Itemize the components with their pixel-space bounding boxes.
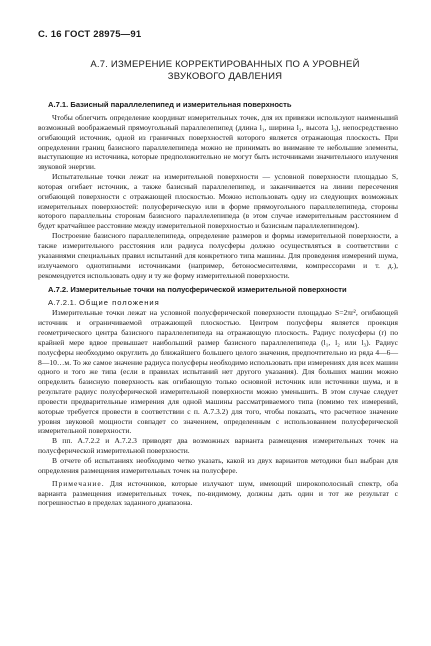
section-title <box>60 59 390 83</box>
heading-a71: А.7.1. Базисный параллелепипед и измерительная поверхность <box>48 100 292 109</box>
paragraph-a72-3: В отчете об испытаниях необходимо четко указать, какой из двух вариантов методики был выбран для определения размещения измерительных точек на полусфере. <box>38 456 398 475</box>
page-header: С. 16 ГОСТ 28975—91 <box>38 29 142 40</box>
heading-a72: А.7.2. Измерительные точки на полусферической измерительной поверхности <box>48 285 347 295</box>
section-title-line2: ЗВУКОВОГО ДАВЛЕНИЯ <box>167 71 283 82</box>
document-body <box>38 100 398 508</box>
paragraph-a71-1: Чтобы облегчить определение координат измерительных точек, для их привязки используют наименьший возможный воображаемый прямоугольный параллелепипед (длина l₁, ширина l₂, высота l₃), непосредственно огибающий источник, одной из граничных поверхностей которого является отражающая плоскость. При определении границ базисного параллелепипеда можно не принимать во внимание те небольшие элементы, выступающие из источника, которые предположительно не могут быть источниками значительного излучения звуковой энергии. <box>38 113 398 172</box>
note-label: Примечание. <box>52 478 105 488</box>
paragraph-a71-2: Испытательные точки лежат на измерительной поверхности — условной поверхности площадью S, которая огибает источник, а также базисный параллелепипед, и заканчивается на линии пересечения огибающей поверхности с отражающей плоскостью. Можно использовать одну из следующих возможных измерительных поверхностей: полусферическую или в форме прямоугольного параллелепипеда, стороны которого параллельны сторонам базисного параллелепипеда (в этом случае измерительным расстоянием d будет кратчайшее расстояние между измерительной поверхностью и базисным параллелепипедом). <box>38 172 398 231</box>
heading-a721-number: А.7.2.1. <box>48 298 77 308</box>
paragraph-a721-1: Измерительные точки лежат на условной полусферической поверхности площадью S=2πr², огибающей источник и ограничиваемой отражающей плоскостью. Центром полусферы является проекция геометрического центра базисного параллелепипеда на отражающую плоскость. Радиус полусферы (r) по крайней мере вдвое превышает наибольший размер базисного параллелепипеда (l₁, l₂ или l₃). Радиус полусферы необходимо округлить до ближайшего большего целого значения, предпочтительно из ряда 4—6—8—10…м. То же самое значение радиуса полусферы необходимо использовать при измерениях для всех машин одного и того же типа (если в правилах испытаний нет другого указания). Для больших машин можно определить базисную поверхность как огибающую только основной источник или источники шума, и в результате радиус полусферической измерительной поверхности можно уменьшить. В этом случае следует провести предварительные измерения для одной машины рассматриваемого типа (помимо тех измерений, которые требуется провести в соответствии с п. А.7.3.2) для того, чтобы показать, что расчетное значение уровня звуковой мощности совпадет со значением, определенным с использованием полусферической измерительной поверхности. <box>38 308 398 436</box>
paragraph-a72-2: В пп. А.7.2.2 и А.7.2.3 приводят два возможных варианта размещения измерительных точек на полусферической измерительной поверхности. <box>38 436 398 456</box>
heading-a721 <box>38 298 398 308</box>
paragraph-a71-3: Построение базисного параллелепипеда, определение размеров и формы измерительной поверхности, а также измерительного расстояния или радиуса полусферы должно осуществляться в соответствии с указаниями специальных правил испытаний для конкретного типа машины. Для проведения измерений шума, излучаемого однотипными источниками (например, бетоносмесителями, компрессорами и т. д.), рекомендуется использовать одну и ту же форму измерительной поверхности. <box>38 231 398 280</box>
note-paragraph <box>38 479 398 509</box>
note-text: Для источников, которые излучают шум, имеющий широкополосный спектр, оба варианта размещения измерительных точек, по-видимому, должны дать один и тот же результат с погрешностью в пределах заданного диапазона. <box>38 478 398 508</box>
heading-a721-title: Общие положения <box>79 298 160 308</box>
section-title-line1: А.7. ИЗМЕРЕНИЕ КОРРЕКТИРОВАННЫХ ПО А УРОВНЕЙ <box>90 59 360 70</box>
